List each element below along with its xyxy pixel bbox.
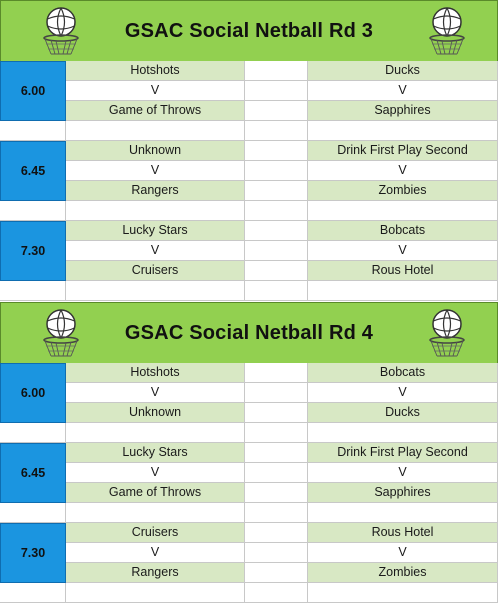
netball-hoop-icon bbox=[39, 307, 83, 359]
blank-cell bbox=[308, 281, 498, 301]
match-row bbox=[0, 221, 498, 241]
team-name: Bobcats bbox=[308, 221, 498, 241]
team-name: Rous Hotel bbox=[308, 261, 498, 281]
match-row bbox=[0, 241, 498, 261]
team-name: Rous Hotel bbox=[308, 523, 498, 543]
blank-row bbox=[0, 583, 498, 603]
team-name: Game of Throws bbox=[66, 483, 245, 503]
blank-cell bbox=[0, 583, 66, 603]
netball-hoop-icon bbox=[425, 307, 469, 359]
spacer-cell bbox=[245, 443, 308, 463]
versus-label: V bbox=[66, 81, 245, 101]
blank-cell bbox=[0, 201, 66, 221]
spacer-cell bbox=[245, 563, 308, 583]
blank-cell bbox=[245, 503, 308, 523]
blank-cell bbox=[245, 583, 308, 603]
match-row bbox=[0, 363, 498, 383]
match-row bbox=[0, 181, 498, 201]
blank-row bbox=[0, 281, 498, 301]
match-row bbox=[0, 261, 498, 281]
blank-cell bbox=[308, 423, 498, 443]
match-row bbox=[0, 141, 498, 161]
versus-label: V bbox=[66, 241, 245, 261]
team-name: Drink First Play Second bbox=[308, 141, 498, 161]
round-header bbox=[0, 302, 498, 364]
blank-cell bbox=[66, 503, 245, 523]
versus-label: V bbox=[66, 543, 245, 563]
team-name: Zombies bbox=[308, 563, 498, 583]
round-title: GSAC Social Netball Rd 4 bbox=[124, 321, 374, 344]
versus-label: V bbox=[66, 161, 245, 181]
match-row bbox=[0, 543, 498, 563]
blank-row bbox=[0, 423, 498, 443]
team-name: Lucky Stars bbox=[66, 221, 245, 241]
blank-cell bbox=[245, 201, 308, 221]
time-slot: 6.00 bbox=[0, 363, 66, 423]
spacer-cell bbox=[245, 483, 308, 503]
spacer-cell bbox=[245, 363, 308, 383]
blank-row bbox=[0, 201, 498, 221]
team-name: Cruisers bbox=[66, 261, 245, 281]
match-row bbox=[0, 161, 498, 181]
time-slot: 6.45 bbox=[0, 141, 66, 201]
versus-label: V bbox=[66, 383, 245, 403]
spacer-cell bbox=[245, 81, 308, 101]
blank-cell bbox=[245, 281, 308, 301]
blank-cell bbox=[66, 281, 245, 301]
versus-label: V bbox=[308, 161, 498, 181]
blank-cell bbox=[66, 583, 245, 603]
round-title: GSAC Social Netball Rd 3 bbox=[124, 19, 374, 42]
spacer-cell bbox=[245, 383, 308, 403]
versus-label: V bbox=[66, 463, 245, 483]
blank-cell bbox=[0, 121, 66, 141]
versus-label: V bbox=[308, 543, 498, 563]
team-name: Hotshots bbox=[66, 61, 245, 81]
time-slot: 6.00 bbox=[0, 61, 66, 121]
spacer-cell bbox=[245, 403, 308, 423]
team-name: Sapphires bbox=[308, 483, 498, 503]
blank-cell bbox=[0, 503, 66, 523]
blank-cell bbox=[245, 423, 308, 443]
match-row bbox=[0, 61, 498, 81]
team-name: Zombies bbox=[308, 181, 498, 201]
blank-cell bbox=[245, 121, 308, 141]
time-slot: 6.45 bbox=[0, 443, 66, 503]
match-row bbox=[0, 563, 498, 583]
spacer-cell bbox=[245, 463, 308, 483]
spacer-cell bbox=[245, 241, 308, 261]
spacer-cell bbox=[245, 543, 308, 563]
versus-label: V bbox=[308, 463, 498, 483]
match-row bbox=[0, 523, 498, 543]
match-row bbox=[0, 443, 498, 463]
blank-cell bbox=[308, 201, 498, 221]
team-name: Hotshots bbox=[66, 363, 245, 383]
team-name: Unknown bbox=[66, 403, 245, 423]
match-row bbox=[0, 81, 498, 101]
time-slot: 7.30 bbox=[0, 221, 66, 281]
netball-hoop-icon bbox=[425, 5, 469, 57]
netball-hoop-icon bbox=[39, 5, 83, 57]
blank-cell bbox=[66, 423, 245, 443]
spacer-cell bbox=[245, 161, 308, 181]
team-name: Rangers bbox=[66, 563, 245, 583]
blank-cell bbox=[66, 121, 245, 141]
spacer-cell bbox=[245, 101, 308, 121]
team-name: Ducks bbox=[308, 403, 498, 423]
blank-cell bbox=[0, 281, 66, 301]
match-row bbox=[0, 483, 498, 503]
match-row bbox=[0, 101, 498, 121]
blank-cell bbox=[308, 121, 498, 141]
blank-cell bbox=[66, 201, 245, 221]
match-row bbox=[0, 463, 498, 483]
match-row bbox=[0, 383, 498, 403]
versus-label: V bbox=[308, 241, 498, 261]
team-name: Rangers bbox=[66, 181, 245, 201]
blank-cell bbox=[0, 423, 66, 443]
team-name: Bobcats bbox=[308, 363, 498, 383]
blank-cell bbox=[308, 503, 498, 523]
team-name: Drink First Play Second bbox=[308, 443, 498, 463]
spacer-cell bbox=[245, 261, 308, 281]
team-name: Sapphires bbox=[308, 101, 498, 121]
spacer-cell bbox=[245, 61, 308, 81]
match-row bbox=[0, 403, 498, 423]
time-slot: 7.30 bbox=[0, 523, 66, 583]
blank-row bbox=[0, 503, 498, 523]
team-name: Cruisers bbox=[66, 523, 245, 543]
versus-label: V bbox=[308, 383, 498, 403]
spacer-cell bbox=[245, 181, 308, 201]
team-name: Unknown bbox=[66, 141, 245, 161]
team-name: Ducks bbox=[308, 61, 498, 81]
spacer-cell bbox=[245, 221, 308, 241]
team-name: Game of Throws bbox=[66, 101, 245, 121]
team-name: Lucky Stars bbox=[66, 443, 245, 463]
spacer-cell bbox=[245, 141, 308, 161]
versus-label: V bbox=[308, 81, 498, 101]
spacer-cell bbox=[245, 523, 308, 543]
blank-row bbox=[0, 121, 498, 141]
round-header bbox=[0, 0, 498, 62]
blank-cell bbox=[308, 583, 498, 603]
